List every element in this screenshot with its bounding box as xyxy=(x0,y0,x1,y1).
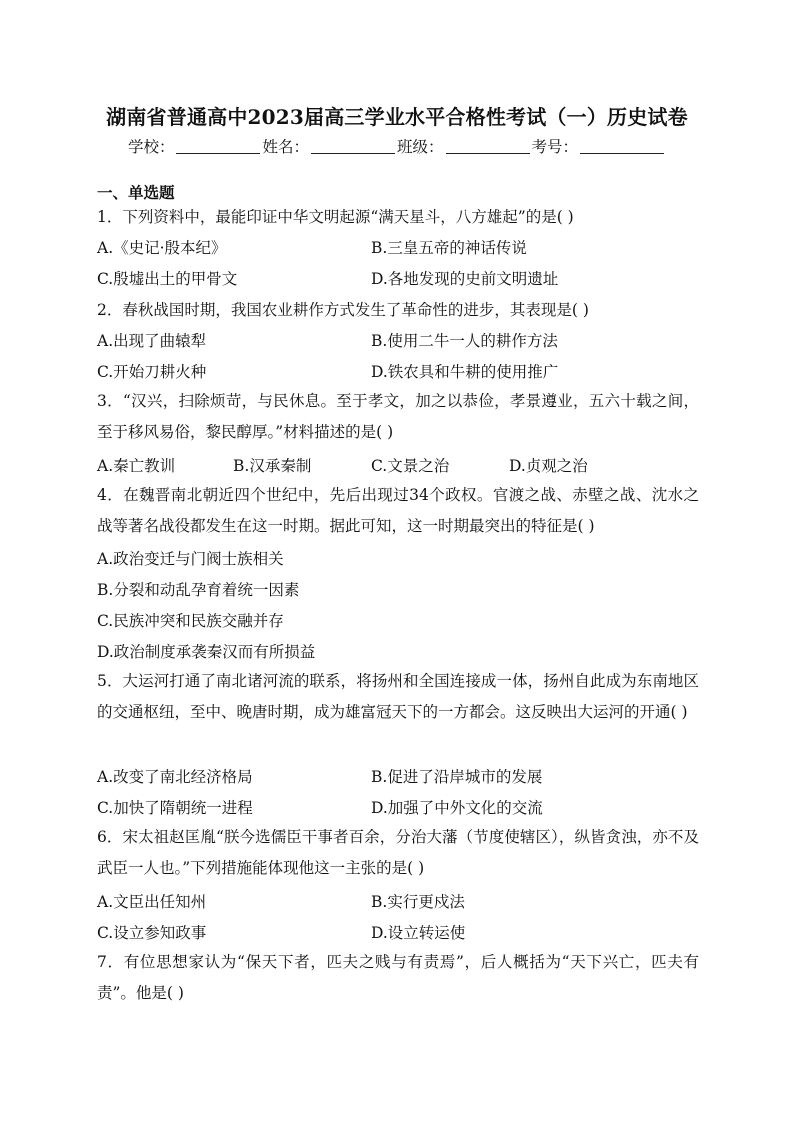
question-5-stem: 5．大运河打通了南北诸河流的联系，将扬州和全国连接成一体，扬州自此成为东南地区的交通枢纽，至中、晚唐时期，成为雄富冠天下的一方都会。这反映出大运河的开通( ) xyxy=(97,672,699,721)
question-3-option-d[interactable]: D.贞观之治 xyxy=(509,457,588,475)
question-6-option-a[interactable]: A.文臣出任知州 xyxy=(97,893,207,911)
question-3-option-c[interactable]: C.文景之治 xyxy=(371,457,450,475)
question-6-option-c[interactable]: C.设立参知政事 xyxy=(97,924,207,942)
question-2-option-a[interactable]: A.出现了曲辕犁 xyxy=(97,332,207,350)
question-4-option-a[interactable]: A.政治变迁与门阀士族相关 xyxy=(97,550,284,568)
exam-title: 湖南省普通高中2023届高三学业水平合格性考试（一）历史试卷 xyxy=(106,105,688,129)
class-blank[interactable] xyxy=(446,139,530,154)
question-5-option-b[interactable]: B.促进了沿岸城市的发展 xyxy=(371,768,543,786)
question-6-stem: 6．宋太祖赵匡胤“朕今选儒臣干事者百余，分治大藩（节度使辖区），纵皆贪浊，亦不及武臣一人也。”下列措施能体现他这一主张的是( ) xyxy=(97,828,699,877)
question-5-option-c[interactable]: C.加快了隋朝统一进程 xyxy=(97,799,253,817)
question-3-stem: 3．“汉兴，扫除烦苛，与民休息。至于孝文，加之以恭俭，孝景遵业，五六十载之间，至于移风易俗，黎民醇厚。”材料描述的是( ) xyxy=(97,392,699,441)
question-1-option-d[interactable]: D.各地发现的史前文明遗址 xyxy=(371,270,559,288)
question-2-option-b[interactable]: B.使用二牛一人的耕作方法 xyxy=(371,332,558,350)
exam-no-blank[interactable] xyxy=(580,139,664,154)
question-3-option-a[interactable]: A.秦亡教训 xyxy=(97,457,176,475)
school-label: 学校： xyxy=(127,138,175,156)
question-2-stem: 2．春秋战国时期，我国农业耕作方式发生了革命性的进步，其表现是( ) xyxy=(97,301,589,319)
question-5-option-a[interactable]: A.改变了南北经济格局 xyxy=(97,768,253,786)
question-1-option-b[interactable]: B.三皇五帝的神话传说 xyxy=(371,239,527,257)
student-info-line xyxy=(0,135,794,157)
question-1-option-a[interactable]: A.《史记·殷本纪》 xyxy=(97,239,227,257)
question-2-option-c[interactable]: C.开始刀耕火种 xyxy=(97,363,207,381)
question-4-option-b[interactable]: B.分裂和动乱孕育着统一因素 xyxy=(97,581,300,599)
question-4-stem: 4．在魏晋南北朝近四个世纪中，先后出现过34个政权。官渡之战、赤壁之战、沈水之战等著名战役都发生在这一时期。据此可知，这一时期最突出的特征是( ) xyxy=(97,486,699,535)
exam-no-label: 考号： xyxy=(531,138,579,156)
question-4-option-d[interactable]: D.政治制度承袭秦汉而有所损益 xyxy=(97,643,316,661)
question-7-stem: 7．有位思想家认为“保天下者，匹夫之贱与有责焉”，后人概括为“天下兴亡，匹夫有责”。他是( ) xyxy=(97,953,699,1002)
question-5-option-d[interactable]: D.加强了中外文化的交流 xyxy=(371,799,543,817)
name-label: 姓名： xyxy=(262,138,309,156)
question-6-option-b[interactable]: B.实行更戍法 xyxy=(371,893,465,911)
section-heading: 一、单选题 xyxy=(97,183,175,202)
name-blank[interactable] xyxy=(311,139,395,154)
question-4-option-c[interactable]: C.民族冲突和民族交融并存 xyxy=(97,612,284,630)
question-3-option-b[interactable]: B.汉承秦制 xyxy=(233,457,312,475)
question-2-option-d[interactable]: D.铁农具和牛耕的使用推广 xyxy=(371,363,559,381)
question-6-option-d[interactable]: D.设立转运使 xyxy=(371,924,466,942)
question-1-option-c[interactable]: C.殷墟出土的甲骨文 xyxy=(97,270,238,288)
question-1-stem: 1．下列资料中，最能印证中华文明起源“满天星斗，八方雄起”的是( ) xyxy=(97,208,574,226)
school-blank[interactable] xyxy=(176,139,260,154)
class-label: 班级： xyxy=(397,138,444,156)
